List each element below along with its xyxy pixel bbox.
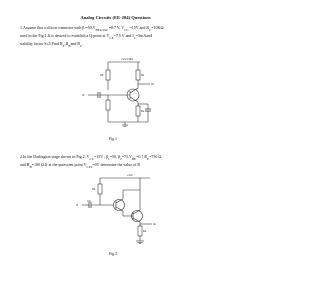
fig2-re-label: Re (143, 230, 147, 233)
fig2-rb-resistor (98, 184, 102, 194)
fig2-re-resistor (138, 226, 142, 236)
fig2-vi-label: Vi (76, 204, 79, 207)
fig2-vcc-label: +Vcc (127, 174, 133, 177)
fig2-cin-label: Cin (87, 200, 91, 203)
fig2-rb-label: Rb (92, 188, 96, 191)
fig1-vo-label: Vo (151, 83, 155, 86)
page-title: Analog Circuits (EE-204) Questions (80, 15, 151, 20)
fig1-vi-label: Vi (82, 94, 85, 97)
fig1-rb-label: Rb (100, 74, 104, 77)
question-1-line-3: stability factor S≤5 Find $R_E,R_Band$ $R_C$. (20, 41, 84, 48)
figure-2-caption: Fig.2 (109, 252, 117, 256)
question-2-line-1: 2.In the Darlington stage shown in Fig.2, $V_{CC}=15V$ , $\beta_1=50$, $\beta_2=75,V_{BE}=0.7,R_E=750$ Ω (20, 154, 162, 161)
question-2-line-2: and $R_B=100$ Ω.If at the quiescent point $V_{CE2}=0V$ determine the value of R (20, 162, 141, 169)
fig1-vcc-label: +Vcc=15V (121, 58, 133, 61)
question-1-line-2: used in the Fig.1.It is desired to establish a Q-point at $V_{CE}=7.5$ V and $I_C=5mAand$ (20, 33, 152, 40)
figure-1-caption: Fig.1 (109, 137, 117, 141)
fig1-re-label: Re (141, 110, 145, 113)
fig2-vo-label: Vo (153, 223, 157, 226)
fig1-rc-label: Rc (141, 74, 145, 77)
question-1-line-1: 1.Assume that a silicon transistor with $\beta =50,V_{BEactive} =0.7$ V, $V_{CC} =15V$ and $R_C=10K\Omega$ (20, 25, 164, 32)
